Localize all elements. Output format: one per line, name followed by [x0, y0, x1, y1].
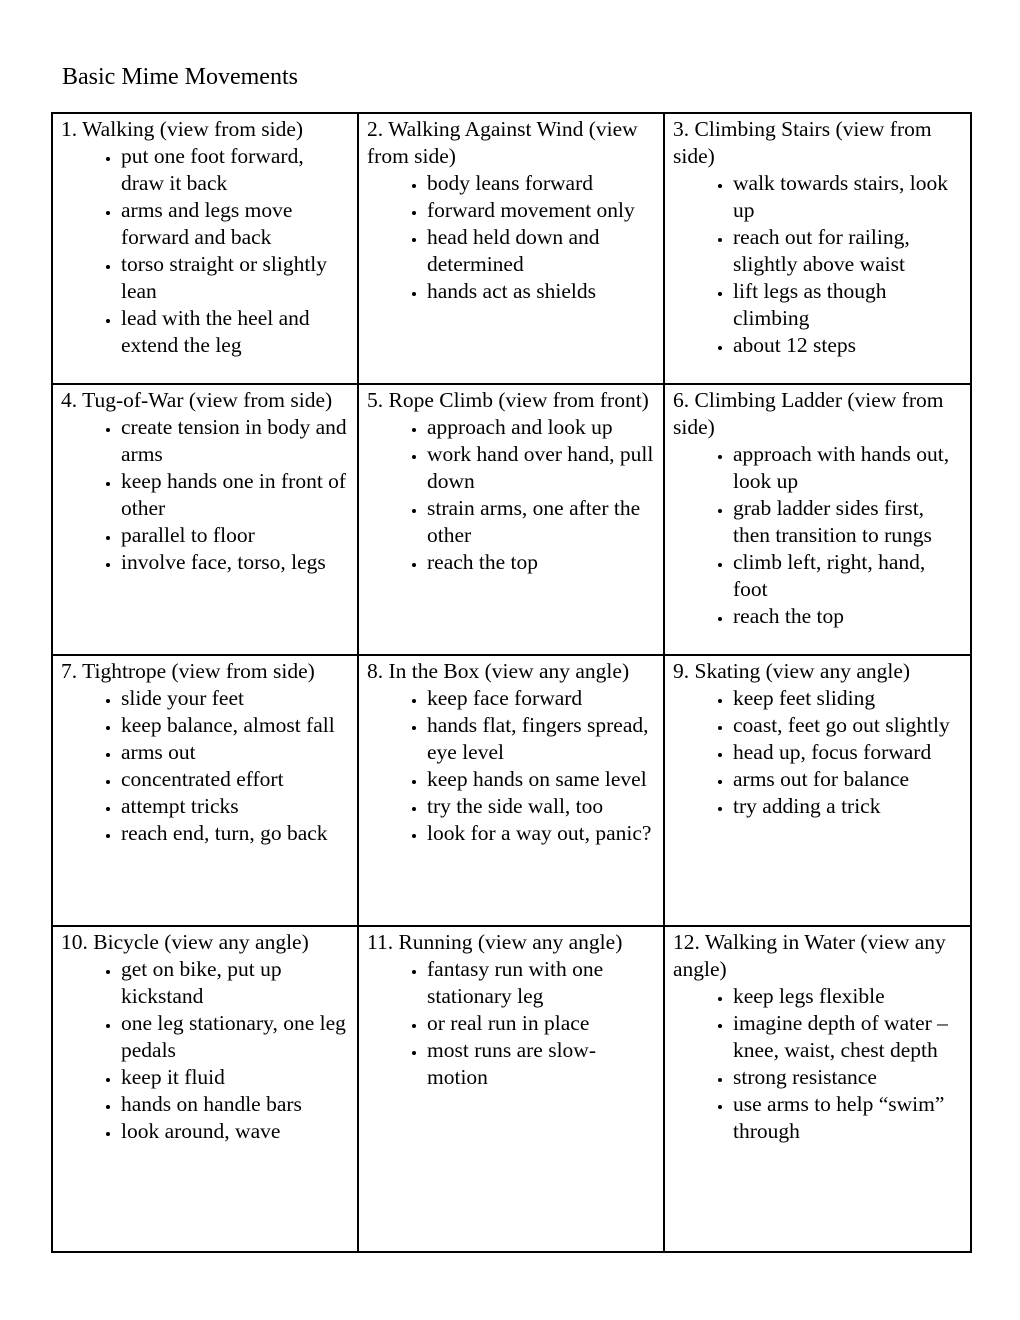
- list-item: • keep hands one in front of other: [121, 468, 349, 522]
- movement-heading: 2. Walking Against Wind (view from side): [367, 117, 638, 168]
- movement-cell: [52, 113, 358, 384]
- list-item: • lift legs as though climbing: [733, 278, 962, 332]
- movement-cell: [664, 655, 971, 926]
- movements-table: [51, 112, 972, 1253]
- list-item: • keep feet sliding: [733, 685, 962, 712]
- list-item: • use arms to help “swim” through: [733, 1091, 962, 1145]
- movement-bullet-list: [673, 441, 962, 630]
- movement-cell: [358, 926, 664, 1252]
- list-item: • keep face forward: [427, 685, 655, 712]
- list-item: • body leans forward: [427, 170, 655, 197]
- list-item: • reach the top: [427, 549, 655, 576]
- movement-cell: [52, 926, 358, 1252]
- list-item: • head up, focus forward: [733, 739, 962, 766]
- list-item: • head held down and determined: [427, 224, 655, 278]
- list-item: • look around, wave: [121, 1118, 349, 1145]
- movement-heading: 4. Tug-of-War (view from side): [61, 388, 333, 412]
- movement-cell: [664, 113, 971, 384]
- movement-heading: 9. Skating (view any angle): [673, 659, 911, 683]
- list-item: • arms out for balance: [733, 766, 962, 793]
- list-item: • fantasy run with one stationary leg: [427, 956, 655, 1010]
- movement-cell: [52, 655, 358, 926]
- movement-heading: 6. Climbing Ladder (view from side): [673, 388, 944, 439]
- list-item: • walk towards stairs, look up: [733, 170, 962, 224]
- movement-heading: 1. Walking (view from side): [61, 117, 304, 141]
- movement-bullet-list: [673, 685, 962, 820]
- movement-bullet-list: [367, 685, 655, 847]
- list-item: • involve face, torso, legs: [121, 549, 349, 576]
- movement-cell: [358, 384, 664, 655]
- movement-cell: [664, 926, 971, 1252]
- list-item: • attempt tricks: [121, 793, 349, 820]
- table-row: [52, 384, 971, 655]
- movement-bullet-list: [673, 983, 962, 1145]
- movement-heading: 12. Walking in Water (view any angle): [673, 930, 946, 981]
- list-item: • concentrated effort: [121, 766, 349, 793]
- list-item: • parallel to floor: [121, 522, 349, 549]
- list-item: • approach and look up: [427, 414, 655, 441]
- list-item: • try adding a trick: [733, 793, 962, 820]
- list-item: • lead with the heel and extend the leg: [121, 305, 349, 359]
- list-item: • grab ladder sides first, then transition to rungs: [733, 495, 962, 549]
- list-item: • imagine depth of water – knee, waist, chest depth: [733, 1010, 962, 1064]
- movement-heading: 8. In the Box (view any angle): [367, 659, 630, 683]
- movement-bullet-list: [61, 143, 349, 359]
- movement-cell: [358, 113, 664, 384]
- movement-heading: 3. Climbing Stairs (view from side): [673, 117, 932, 168]
- list-item: • reach out for railing, slightly above waist: [733, 224, 962, 278]
- list-item: • put one foot forward, draw it back: [121, 143, 349, 197]
- movement-heading: 10. Bicycle (view any angle): [61, 930, 309, 954]
- list-item: • hands on handle bars: [121, 1091, 349, 1118]
- movement-bullet-list: [367, 956, 655, 1091]
- page-title: Basic Mime Movements: [62, 64, 298, 90]
- list-item: • arms out: [121, 739, 349, 766]
- list-item: • look for a way out, panic?: [427, 820, 655, 847]
- list-item: • try the side wall, too: [427, 793, 655, 820]
- list-item: • slide your feet: [121, 685, 349, 712]
- movements-table-body: [52, 113, 971, 1252]
- list-item: • reach the top: [733, 603, 962, 630]
- movement-bullet-list: [61, 685, 349, 847]
- movement-heading: 5. Rope Climb (view from front): [367, 388, 649, 412]
- movement-cell: [358, 655, 664, 926]
- list-item: • keep it fluid: [121, 1064, 349, 1091]
- list-item: • strong resistance: [733, 1064, 962, 1091]
- movement-bullet-list: [61, 956, 349, 1145]
- list-item: • get on bike, put up kickstand: [121, 956, 349, 1010]
- list-item: • climb left, right, hand, foot: [733, 549, 962, 603]
- table-row: [52, 926, 971, 1252]
- movement-heading: 7. Tightrope (view from side): [61, 659, 315, 683]
- list-item: • coast, feet go out slightly: [733, 712, 962, 739]
- list-item: • keep legs flexible: [733, 983, 962, 1010]
- list-item: • strain arms, one after the other: [427, 495, 655, 549]
- list-item: • create tension in body and arms: [121, 414, 349, 468]
- list-item: • hands flat, fingers spread, eye level: [427, 712, 655, 766]
- list-item: • keep balance, almost fall: [121, 712, 349, 739]
- movement-bullet-list: [367, 170, 655, 305]
- list-item: • most runs are slow-motion: [427, 1037, 655, 1091]
- list-item: • about 12 steps: [733, 332, 962, 359]
- movement-bullet-list: [61, 414, 349, 576]
- list-item: • work hand over hand, pull down: [427, 441, 655, 495]
- list-item: • forward movement only: [427, 197, 655, 224]
- list-item: • torso straight or slightly lean: [121, 251, 349, 305]
- table-row: [52, 113, 971, 384]
- table-row: [52, 655, 971, 926]
- movement-heading: 11. Running (view any angle): [367, 930, 623, 954]
- list-item: • reach end, turn, go back: [121, 820, 349, 847]
- list-item: • or real run in place: [427, 1010, 655, 1037]
- movement-bullet-list: [673, 170, 962, 359]
- movement-bullet-list: [367, 414, 655, 576]
- list-item: • keep hands on same level: [427, 766, 655, 793]
- movement-cell: [664, 384, 971, 655]
- list-item: • one leg stationary, one leg pedals: [121, 1010, 349, 1064]
- list-item: • approach with hands out, look up: [733, 441, 962, 495]
- movement-cell: [52, 384, 358, 655]
- list-item: • hands act as shields: [427, 278, 655, 305]
- list-item: • arms and legs move forward and back: [121, 197, 349, 251]
